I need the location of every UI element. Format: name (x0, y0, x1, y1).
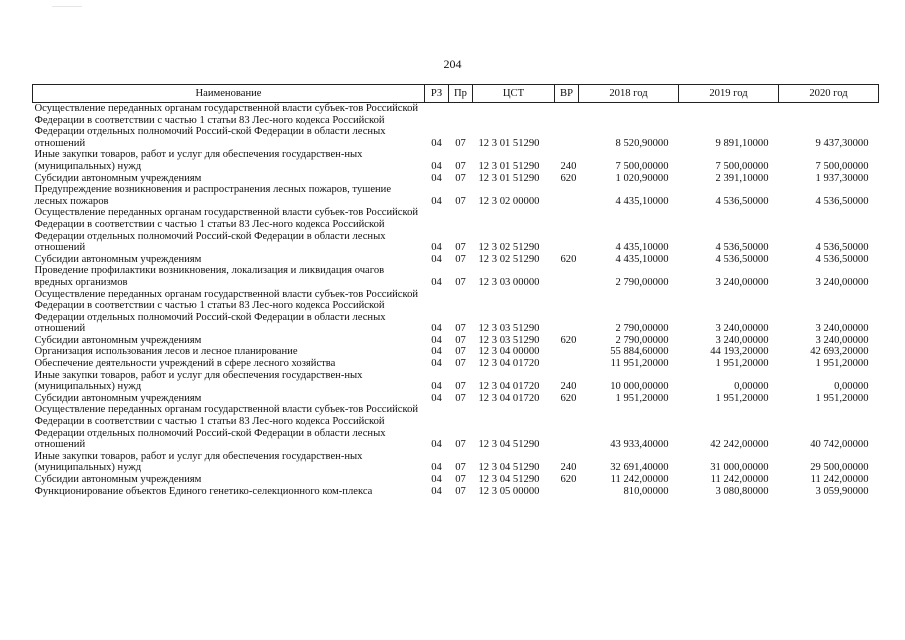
header-rz: РЗ (425, 85, 449, 103)
table-header-row (33, 85, 879, 103)
row-2019: 44 193,20000 (710, 346, 769, 358)
row-2018: 2 790,00000 (615, 334, 669, 346)
row-rz: 04 (431, 323, 442, 335)
row-pr: 07 (455, 242, 466, 254)
table-row (33, 184, 879, 207)
row-name: Осуществление переданных органам государственной власти субъек-тов Российской Федерации в соответствии с частью 1 статьи 83 Лес-ного кодекса Российской Федерации отдельных полномочий Россий-ской Федерации в области лесных отношений (34, 288, 419, 335)
row-2018: 2 790,00000 (615, 323, 669, 335)
row-vr: 620 (560, 392, 577, 404)
row-cst: 12 3 04 51290 (478, 439, 540, 451)
row-2018: 4 435,10000 (615, 242, 669, 254)
row-rz: 04 (431, 358, 442, 370)
row-vr: 240 (560, 381, 577, 393)
row-vr: 240 (560, 160, 577, 172)
row-pr: 07 (455, 323, 466, 335)
row-2020: 4 536,50000 (815, 242, 869, 254)
row-vr: 240 (560, 462, 577, 474)
row-cst: 12 3 01 51290 (478, 160, 540, 172)
row-2018: 4 435,10000 (615, 253, 669, 265)
row-2019: 4 536,50000 (715, 195, 769, 207)
row-cst: 12 3 02 51290 (478, 253, 540, 265)
row-vr (555, 184, 579, 207)
row-2018: 43 933,40000 (610, 439, 669, 451)
row-2020: 1 951,20000 (815, 358, 869, 370)
row-2019: 11 242,00000 (710, 474, 769, 485)
row-cst: 12 3 04 01720 (478, 392, 540, 404)
row-rz: 04 (431, 439, 442, 451)
row-cst: 12 3 04 01720 (478, 381, 540, 393)
row-cst: 12 3 03 51290 (478, 323, 540, 335)
row-2020: 1 951,20000 (815, 392, 869, 404)
row-pr: 07 (455, 392, 466, 404)
row-2018: 32 691,40000 (610, 462, 669, 474)
row-2019: 3 080,80000 (715, 485, 769, 497)
row-rz: 04 (431, 346, 442, 358)
row-2019: 3 240,00000 (715, 276, 769, 288)
row-vr: 620 (560, 172, 577, 184)
row-name: Осуществление переданных органам государственной власти субъек-тов Российской Федерации в соответствии с частью 1 статьи 83 Лес-ного кодекса Российской Федерации отдельных полномочий Россий-ской Федерации в области лесных отношений (34, 103, 419, 149)
row-rz: 04 (431, 392, 442, 404)
row-2020: 3 240,00000 (815, 323, 869, 335)
row-pr: 07 (455, 276, 466, 288)
row-2018: 1 951,20000 (615, 392, 669, 404)
row-name: Субсидии автономным учреждениям (34, 172, 202, 184)
row-2020: 3 240,00000 (815, 276, 869, 288)
row-pr: 07 (455, 358, 466, 370)
row-rz: 04 (431, 242, 442, 254)
row-pr: 07 (455, 462, 466, 474)
row-rz: 04 (431, 160, 442, 172)
row-2019: 4 536,50000 (715, 253, 769, 265)
row-cst: 12 3 04 00000 (478, 346, 540, 358)
row-rz: 04 (431, 195, 442, 207)
row-cst: 12 3 05 00000 (478, 485, 540, 497)
table-row (33, 289, 879, 335)
row-2019: 3 240,00000 (715, 323, 769, 335)
row-rz: 04 (431, 381, 442, 393)
row-pr: 07 (455, 485, 466, 497)
scan-artifact (52, 6, 82, 7)
row-name: Обеспечение деятельности учреждений в сфере лесного хозяйства (34, 358, 336, 370)
row-pr: 07 (455, 253, 466, 265)
table-row (33, 451, 879, 474)
row-vr (555, 289, 579, 335)
table-row (33, 103, 879, 150)
row-pr: 07 (455, 381, 466, 393)
row-pr: 07 (455, 160, 466, 172)
row-vr: 620 (560, 334, 577, 346)
table-row (33, 358, 879, 370)
row-name: Субсидии автономным учреждениям (34, 392, 202, 404)
row-vr (555, 346, 579, 358)
header-2018: 2018 год (579, 85, 679, 103)
table-row (33, 207, 879, 253)
row-vr (555, 404, 579, 450)
row-vr (555, 358, 579, 370)
row-pr: 07 (455, 346, 466, 358)
row-name: Осуществление переданных органам государственной власти субъек-тов Российской Федерации в соответствии с частью 1 статьи 83 Лес-ного кодекса Российской Федерации отдельных полномочий Россий-ской Федерации в области лесных отношений (34, 207, 419, 254)
table-row (33, 335, 879, 347)
row-vr: 620 (560, 253, 577, 265)
row-2020: 40 742,00000 (810, 439, 869, 451)
row-cst: 12 3 02 00000 (478, 195, 540, 207)
row-2018: 7 500,00000 (615, 160, 669, 172)
page-number: 204 (443, 57, 462, 71)
row-name: Осуществление переданных органам государственной власти субъек-тов Российской Федерации в соответствии с частью 1 статьи 83 Лес-ного кодекса Российской Федерации отдельных полномочий Россий-ской Федерации в области лесных отношений (34, 404, 419, 451)
row-2018: 810,00000 (623, 485, 669, 497)
row-2018: 4 435,10000 (615, 195, 669, 207)
row-2018: 2 790,00000 (615, 276, 669, 288)
row-rz: 04 (431, 485, 442, 497)
row-name: Субсидии автономным учреждениям (34, 334, 202, 346)
table-row (33, 474, 879, 486)
row-cst: 12 3 04 01720 (478, 358, 540, 370)
table-row (33, 346, 879, 358)
row-name: Иные закупки товаров, работ и услуг для обеспечения государствен-ных (муниципальных) нужд (34, 149, 363, 172)
row-cst: 12 3 04 51290 (478, 462, 540, 474)
header-2020: 2020 год (779, 85, 879, 103)
row-pr: 07 (455, 439, 466, 451)
row-cst: 12 3 03 00000 (478, 276, 540, 288)
row-2019: 3 240,00000 (715, 334, 769, 346)
row-cst: 12 3 03 51290 (478, 334, 540, 346)
table-row (33, 254, 879, 266)
row-name: Функционирование объектов Единого генетико-селекционного ком-плекса (34, 485, 373, 497)
row-2020: 3 240,00000 (815, 334, 869, 346)
row-name: Иные закупки товаров, работ и услуг для обеспечения государствен-ных (муниципальных) нужд (34, 450, 363, 474)
row-2020: 9 437,30000 (815, 137, 869, 149)
row-2020: 11 242,00000 (810, 474, 869, 485)
row-2018: 11 951,20000 (610, 358, 669, 370)
header-vr: ВР (555, 85, 579, 103)
budget-table (32, 84, 879, 497)
row-2020: 4 536,50000 (815, 253, 869, 265)
row-2019: 1 951,20000 (715, 392, 769, 404)
row-cst: 12 3 04 51290 (478, 474, 540, 485)
row-2020: 3 059,90000 (815, 485, 869, 497)
row-pr: 07 (455, 172, 466, 184)
table-body (33, 103, 879, 498)
header-name: Наименование (33, 85, 425, 103)
row-rz: 04 (431, 137, 442, 149)
row-rz: 04 (431, 474, 442, 485)
row-cst: 12 3 01 51290 (478, 137, 540, 149)
row-2020: 1 937,30000 (815, 172, 869, 184)
row-name: Субсидии автономным учреждениям (34, 474, 202, 485)
table-row (33, 149, 879, 172)
row-2018: 8 520,90000 (615, 137, 669, 149)
row-2019: 31 000,00000 (710, 462, 769, 474)
row-rz: 04 (431, 276, 442, 288)
row-2018: 10 000,00000 (610, 381, 669, 393)
row-2019: 7 500,00000 (715, 160, 769, 172)
row-2018: 11 242,00000 (610, 474, 669, 485)
table-row (33, 370, 879, 393)
row-pr: 07 (455, 474, 466, 485)
row-pr: 07 (455, 334, 466, 346)
header-cst: ЦСТ (473, 85, 555, 103)
row-name: Предупреждение возникновения и распространения лесных пожаров, тушение лесных пожаров (34, 184, 392, 207)
row-2019: 0,00000 (734, 381, 769, 393)
row-2020: 7 500,00000 (815, 160, 869, 172)
row-vr: 620 (560, 474, 577, 485)
row-name: Проведение профилактики возникновения, локализация и ликвидация очагов вредных организмов (34, 265, 385, 288)
row-name: Иные закупки товаров, работ и услуг для обеспечения государствен-ных (муниципальных) нужд (34, 369, 363, 393)
row-2018: 1 020,90000 (615, 172, 669, 184)
row-rz: 04 (431, 334, 442, 346)
row-rz: 04 (431, 462, 442, 474)
header-2019: 2019 год (679, 85, 779, 103)
row-vr (555, 207, 579, 253)
row-vr (555, 265, 579, 288)
row-rz: 04 (431, 172, 442, 184)
row-2020: 4 536,50000 (815, 195, 869, 207)
row-2019: 1 951,20000 (715, 358, 769, 370)
row-vr (555, 103, 579, 150)
row-2020: 0,00000 (834, 381, 869, 393)
row-vr (555, 486, 579, 498)
row-2018: 55 884,60000 (610, 346, 669, 358)
row-2019: 4 536,50000 (715, 242, 769, 254)
row-2020: 29 500,00000 (810, 462, 869, 474)
table-row (33, 404, 879, 450)
row-cst: 12 3 02 51290 (478, 242, 540, 254)
row-name: Организация использования лесов и лесное планирование (34, 346, 298, 358)
row-2019: 42 242,00000 (710, 439, 769, 451)
row-2019: 2 391,10000 (715, 172, 769, 184)
table-row (33, 265, 879, 288)
table-row (33, 173, 879, 185)
row-name: Субсидии автономным учреждениям (34, 253, 202, 265)
row-2020: 42 693,20000 (810, 346, 869, 358)
header-pr: Пр (449, 85, 473, 103)
row-2019: 9 891,10000 (715, 137, 769, 149)
table-row (33, 486, 879, 498)
row-rz: 04 (431, 253, 442, 265)
row-pr: 07 (455, 195, 466, 207)
row-pr: 07 (455, 137, 466, 149)
table-row (33, 393, 879, 405)
row-cst: 12 3 01 51290 (478, 172, 540, 184)
